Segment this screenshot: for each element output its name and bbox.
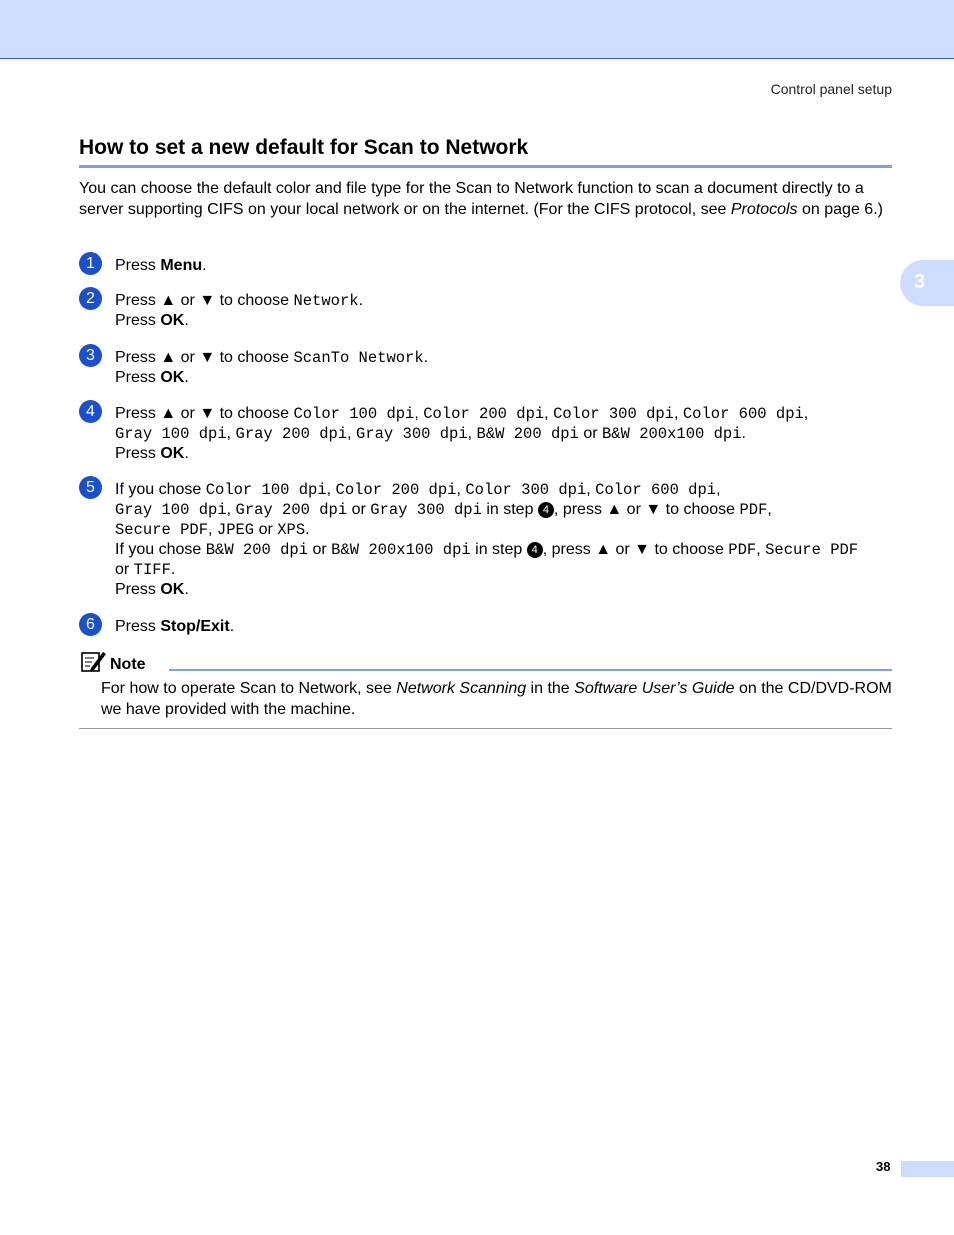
chapter-number: 3 [914,271,926,293]
down-arrow-icon: ▼ [634,541,651,558]
step-number: 5 [79,476,102,499]
footer-tab [901,1161,954,1177]
up-arrow-icon: ▲ [595,541,612,558]
running-head: Control panel setup [770,81,892,97]
software-guide-ref: Software User’s Guide [574,680,735,697]
intro-paragraph: You can choose the default color and file type for the Scan to Network function to scan a document directly to a server supporting CIFS on your local network or on the internet. (For the CIFS protocol, see Protocols on page 6.) [79,180,883,218]
step-ref-badge: 4 [527,542,543,558]
note-pencil-icon [79,649,107,673]
step-5: 5 If you chose Color 100 dpi, Color 200 dpi, Color 300 dpi, Color 600 dpi, Gray 100 dpi, Gray 200 dpi or Gray 300 dpi in step 4 , press ▲ or ▼ to choose PDF, Secure PDF, JPEG or XPS. If you chose B&W 200 dpi or B&W 200x100 dpi in step 4 , press ▲ or ▼ to choose PDF, Secure PDF or TIFF. Press OK. [79,480,894,600]
step-number: 2 [79,287,102,310]
up-arrow-icon: ▲ [606,501,623,518]
step-3: 3 Press ▲ or ▼ to choose ScanTo Network. Press OK. [79,348,894,388]
title-rule [79,165,892,168]
step-6: 6 Press Stop/Exit. [79,617,894,637]
menu-key: Menu [160,257,203,274]
step-4: 4 Press ▲ or ▼ to choose Color 100 dpi, Color 200 dpi, Color 300 dpi, Color 600 dpi, Gray 100 dpi, Gray 200 dpi, Gray 300 dpi, B&W 200 dpi or B&W 200x100 dpi. Press OK. [79,404,894,464]
note-label: Note [110,656,146,673]
chapter-tab [900,260,954,306]
up-arrow-icon: ▲ [160,292,177,309]
step-number: 1 [79,252,102,275]
header-band [0,0,954,59]
up-arrow-icon: ▲ [160,405,177,422]
network-scanning-ref: Network Scanning [396,680,527,697]
down-arrow-icon: ▼ [199,349,216,366]
step-number: 6 [79,613,102,636]
step-ref-badge: 4 [538,502,554,518]
protocols-ref: Protocols [730,200,798,218]
step-number: 4 [79,400,102,423]
down-arrow-icon: ▼ [199,405,216,422]
step-number: 3 [79,344,102,367]
section-title: How to set a new default for Scan to Network [79,136,529,159]
stop-exit-key: Stop/Exit [160,618,230,635]
page-number: 38 [876,1159,891,1174]
down-arrow-icon: ▼ [645,501,662,518]
down-arrow-icon: ▼ [199,292,216,309]
step-1: 1 Press Menu. [79,256,894,276]
step-2: 2 Press ▲ or ▼ to choose Network. Press OK. [79,291,894,331]
up-arrow-icon: ▲ [160,349,177,366]
note-text: For how to operate Scan to Network, see Network Scanning in the Software User’s Guide on the CD/DVD-ROM we have provided with the machine. [101,680,892,718]
note-rule [169,669,892,671]
note-end-rule [79,728,892,729]
note-header [79,649,892,671]
